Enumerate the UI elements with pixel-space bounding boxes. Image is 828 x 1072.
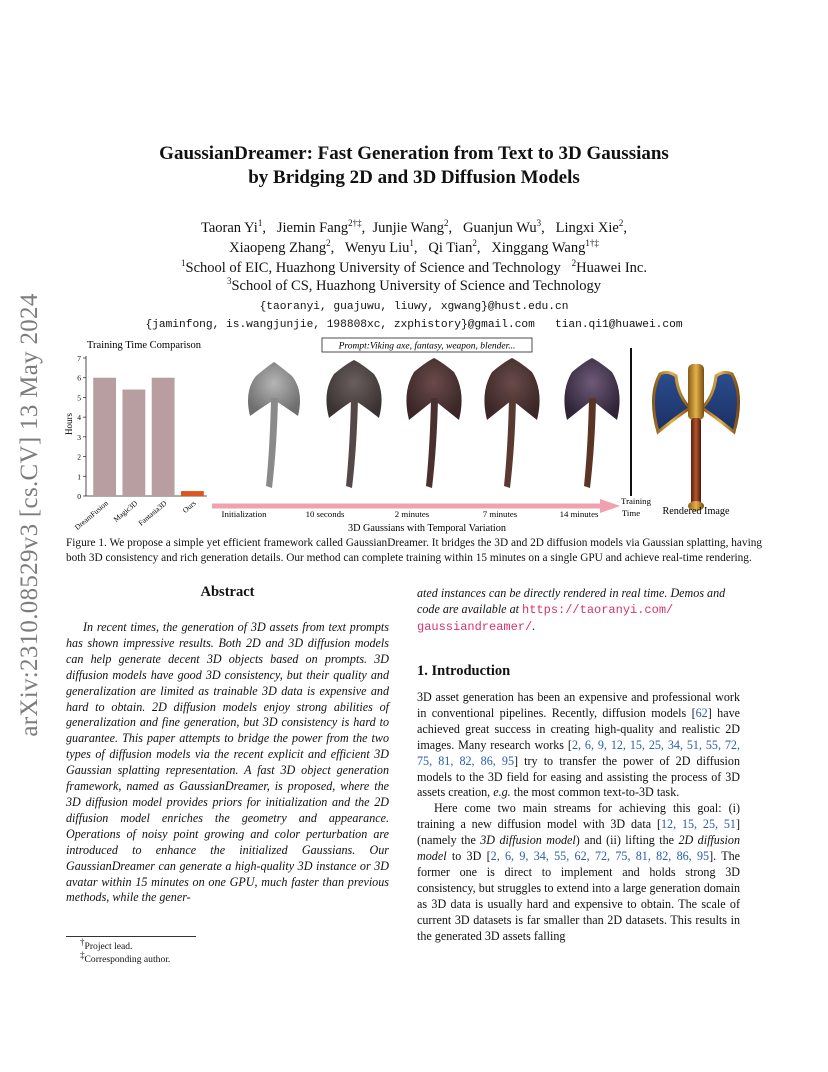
figure-1 <box>62 336 766 536</box>
chart-category-labels <box>73 498 198 532</box>
timeline-label-10-seconds: 10 seconds <box>305 509 345 519</box>
timeline-arrow-head <box>600 499 620 513</box>
y-tick-label: 3 <box>77 432 81 442</box>
citation-link[interactable]: 12, 15, 25, 51 <box>661 817 736 832</box>
affiliation-line-1: $^1$School of EIC, Huazhong University of Science and Technology $^2$Huawei Inc. <box>181 258 647 276</box>
y-tick-label: 6 <box>77 373 81 383</box>
abstract-text: In recent times, the generation of 3D assets from text prompts has shown impressive results. Both 2D and 3D diffusion models can help generate decent 3D objects based on prompts. 3D diffusion models have good 3D consistency, but their quality and generalization are limited as trainable 3D data is expensive and hard to obtain. 2D diffusion models enjoy strong abilities of generalization and fine generation, but 3D consistency is hard to guarantee. This paper attempts to bridge the power from the two types of diffusion models via the recent explicit and efficient 3D Gaussian splatting representation. A fast 3D object generation framework, named as GaussianDreamer, is proposed, where the 3D diffusion model provides priors for initialization and the 2D diffusion model enriches the geometry and appearance. Operations of noisy point growing and color perturbation are introduced to enhance the initialized Gaussians. Our GaussianDreamer can generate a high-quality 3D instance or 3D avatar within 15 minutes on one GPU, much faster than previous methods, while the gener- <box>66 620 389 905</box>
intro-paragraph-1: 3D asset generation has been an expensive and professional work in conventional pipelines. Recently, diffusion models [62] have achieved great success in creating high-quality and realistic 2D images. Many research works [2, 6, 9, 12, 15, 25, 34, 51, 55, 72, 75, 81, 82, 86, 95] try to transfer the power of 2D diffusion models to the 3D field for easing and assisting the process of 3D assets creation, e.g. the most common text-to-3D task. <box>417 690 741 800</box>
email-line-2: {jaminfong, is.wangjunjie, 198808xc, zxphistory}@gmail.com tian.qi1@huawei.com <box>145 319 683 331</box>
rendered-axe-image <box>653 364 738 511</box>
authors-line-2: Xiaopeng Zhang$^2$, Wenyu Liu$^1$, Qi Tian$^2$, Xinggang Wang$^{1\dagger\ddagger}$ <box>229 238 599 256</box>
authors-line-1: Taoran Yi$^1$, Jiemin Fang$^{2\dagger\ddagger}$, Junjie Wang$^2$, Guanjun Wu$^3$, Lingxi Xie$^2$, <box>201 218 627 236</box>
abstract-continuation: ated instances can be directly rendered in real time. Demos and code are available at https://taoranyi.com/ gaussiandreamer/. <box>417 586 726 634</box>
footnote-project-lead: †Project lead. <box>80 936 133 952</box>
axe-2-minutes-image <box>406 358 461 488</box>
arxiv-stamp: arXiv:2310.08529v3 [cs.CV] 13 May 2024 <box>16 293 43 737</box>
y-tick-label: 7 <box>77 354 81 363</box>
bar-magic3d <box>122 390 145 496</box>
chart-bars <box>93 378 204 496</box>
project-url-link[interactable]: https://taoranyi.com/ gaussiandreamer/ <box>417 602 674 634</box>
author[interactable]: Xinggang Wang$^{1\dagger\ddagger}$ <box>491 238 599 256</box>
citation-link[interactable]: 2, 6, 9, 34, 55, 62, 72, 75, 81, 82, 86, 95 <box>490 849 710 864</box>
author[interactable]: Taoran Yi$^1$ <box>201 218 263 236</box>
abstract-heading: Abstract <box>200 584 255 600</box>
author[interactable]: Guanjun Wu$^3$ <box>462 218 542 236</box>
chart-ylabel: Hours <box>64 413 74 435</box>
timeline-label-initialization: Initialization <box>221 509 267 519</box>
introduction-heading: 1. Introduction <box>417 663 511 679</box>
training-time-label-1: Training <box>621 496 651 506</box>
paper-title-line-2: by Bridging 2D and 3D Diffusion Models <box>248 167 580 188</box>
introduction-text <box>417 690 740 945</box>
author[interactable]: Qi Tian$^2$ <box>428 238 477 256</box>
author[interactable]: Jiemin Fang$^{2\dagger\ddagger}$ <box>276 218 362 236</box>
bar-dreamfusion <box>93 378 116 496</box>
training-time-label-2: Time <box>621 508 641 518</box>
rendered-image-label: Rendered Image <box>662 506 730 517</box>
prompt-text: Prompt:Viking axe, fantasy, weapon, blender... <box>338 341 516 352</box>
chart-ticks <box>77 354 86 501</box>
training-time-chart <box>64 340 207 532</box>
chart-title: Training Time Comparison <box>87 340 201 351</box>
y-tick-label: 2 <box>77 452 81 462</box>
author[interactable]: Xiaopeng Zhang$^2$ <box>229 238 331 256</box>
timeline-label-14-minutes: 14 minutes <box>559 509 599 519</box>
axe-10-seconds-image <box>326 360 381 488</box>
category-label-ours: Ours <box>180 498 198 515</box>
author[interactable]: Lingxi Xie$^2$ <box>555 218 624 236</box>
figure-caption: Figure 1. We propose a simple yet efficient framework called GaussianDreamer. It bridges the 3D and 2D diffusion models via Gaussian splatting, having both 3D consistency and rich generation details. Our method can complete training within 15 minutes on a single GPU and achieve real-time rendering. <box>66 537 762 564</box>
timeline-label-7-minutes: 7 minutes <box>482 509 518 519</box>
category-label-fantasia3d: Fantasia3D <box>136 498 169 528</box>
bar-ours <box>181 491 204 496</box>
author[interactable]: Wenyu Liu$^1$ <box>344 238 414 256</box>
category-label-dreamfusion: DreamFusion <box>72 498 110 532</box>
axe-14-minutes-image <box>564 358 619 488</box>
citation-link[interactable]: 62 <box>695 705 708 720</box>
y-tick-label: 4 <box>77 413 81 423</box>
y-tick-label: 0 <box>77 492 81 501</box>
author[interactable]: Junjie Wang$^2$ <box>372 218 449 236</box>
axe-7-minutes-image <box>484 358 539 488</box>
bar-fantasia3d <box>152 378 175 496</box>
email-line-1: {taoranyi, guajuwu, liuwy, xgwang}@hust.edu.cn <box>259 301 569 313</box>
timeline-label-2-minutes: 2 minutes <box>394 509 430 519</box>
paper-title-line-1: GaussianDreamer: Fast Generation from Text to 3D Gaussians <box>159 143 669 164</box>
footnote-corresponding: ‡Corresponding author. <box>80 949 171 965</box>
footnote-rule <box>66 936 196 937</box>
intro-paragraph-2: Here come two main streams for achieving this goal: (i) training a new diffusion model with 3D data [12, 15, 25, 51] (namely the 3D diffusion model) and (ii) lifting the 2D diffusion model to 3D [2, 6, 9, 34, 55, 62, 72, 75, 81, 82, 86, 95]. The former one is direct to implement and holds strong 3D consistency, but struggles to extend into a large generation domain as 3D data is usually hard and expensive to obtain. The scale of current 3D datasets is far smaller than 2D datasets. This results in the generated 3D assets falling <box>417 801 741 943</box>
category-label-magic3d: Magic3D <box>111 498 140 524</box>
y-tick-label: 5 <box>77 393 81 403</box>
y-tick-label: 1 <box>77 472 81 482</box>
figure-x-caption: 3D Gaussians with Temporal Variation <box>348 523 506 534</box>
axe-initialization-image <box>248 362 300 488</box>
affiliation-line-2: $^3$School of CS, Huazhong University of Science and Technology <box>226 276 602 294</box>
citation-link[interactable]: 2, 6, 9, 12, 15, 25, 34, 51, 55, 72, 75, 81, 82, 86, 95 <box>417 737 740 768</box>
